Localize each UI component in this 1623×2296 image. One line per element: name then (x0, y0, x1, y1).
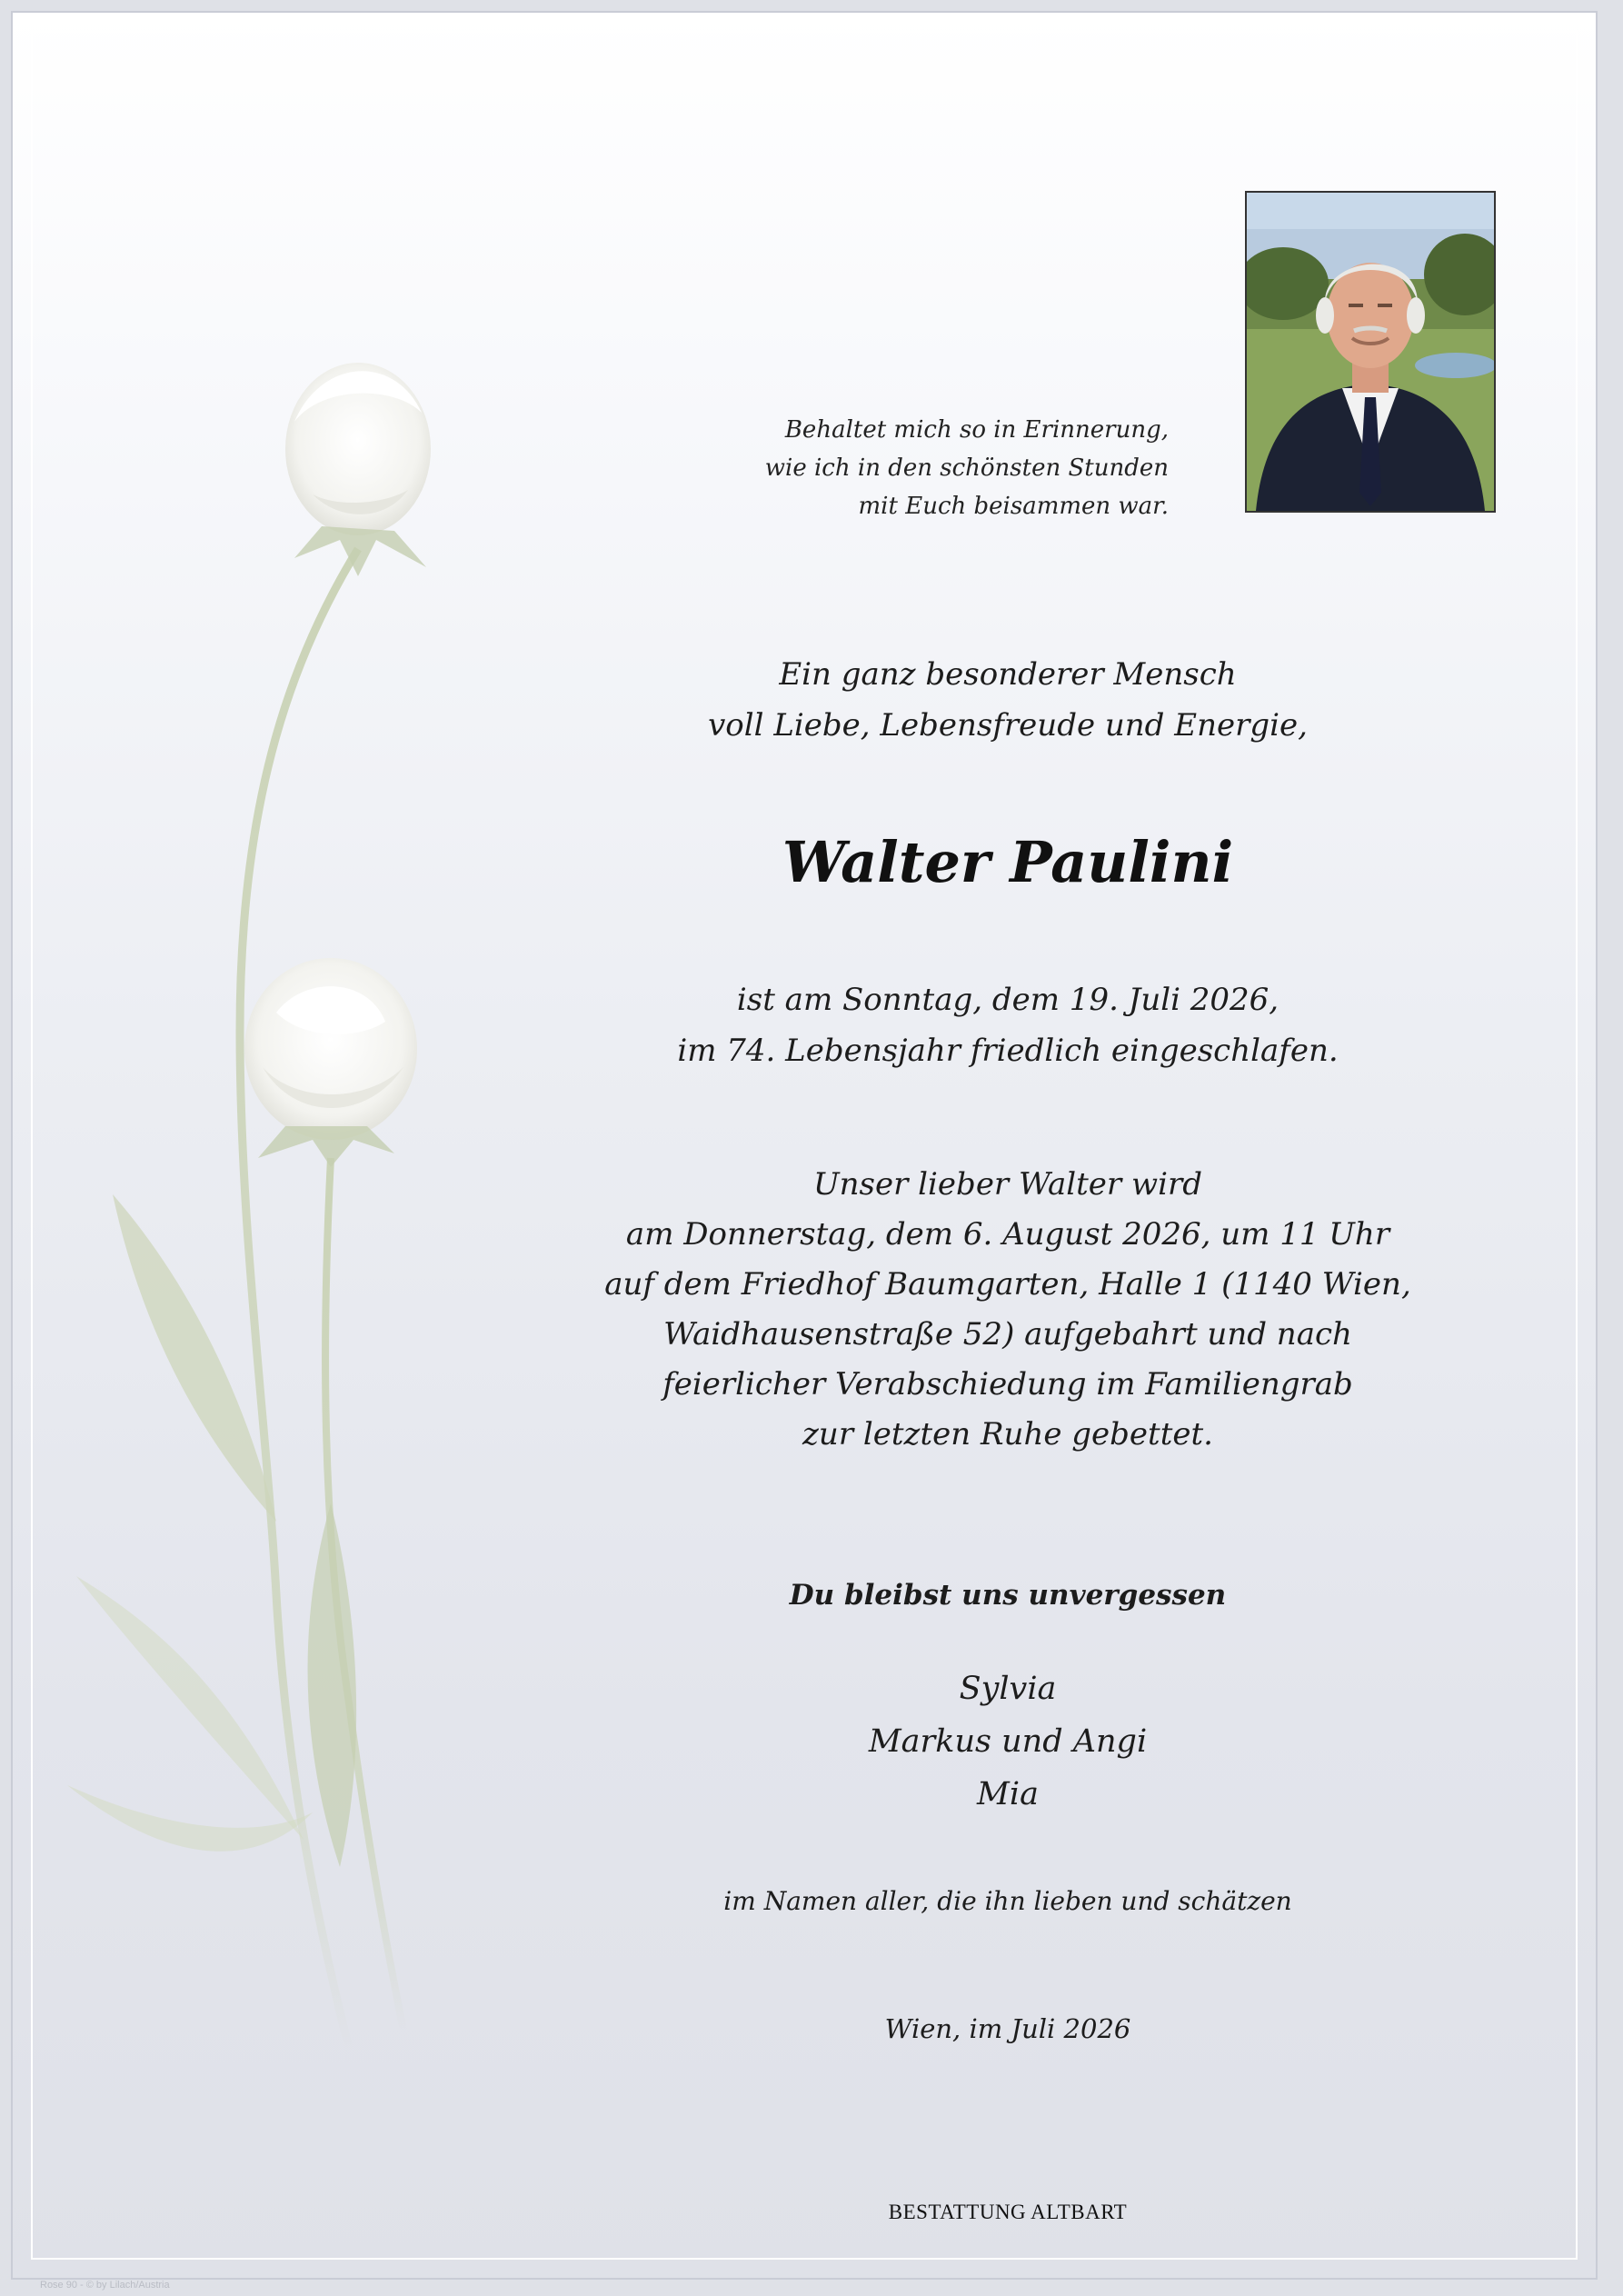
funeral-line: Unser lieber Walter wird (813, 1166, 1202, 1203)
closing-line: im Namen aller, die ihn lieben und schätzen (723, 1886, 1292, 1916)
image-credit: Rose 90 - © by Lilach/Austria (40, 2280, 170, 2291)
death-line: im 74. Lebensjahr friedlich eingeschlafen. (677, 1033, 1339, 1069)
funeral-line: zur letzten Ruhe gebettet. (802, 1416, 1213, 1452)
family-member: Mia (977, 1776, 1039, 1812)
quote-line: wie ich in den schönsten Stunden (764, 454, 1169, 482)
obituary-card (11, 11, 1598, 2291)
funeral-line: auf dem Friedhof Baumgarten, Halle 1 (1140 Wien, (604, 1266, 1411, 1303)
intro-line: voll Liebe, Lebensfreude und Energie, (708, 707, 1308, 744)
quote-line: Behaltet mich so in Erinnerung, (784, 416, 1169, 444)
funeral-line: am Donnerstag, dem 6. August 2026, um 11 Uhr (625, 1216, 1390, 1253)
death-line: ist am Sonntag, dem 19. Juli 2026, (736, 982, 1279, 1018)
funeral-line: feierlicher Verabschiedung im Familiengrab (662, 1366, 1353, 1403)
place-date: Wien, im Juli 2026 (884, 2013, 1131, 2044)
quote-line: mit Euch beisammen war. (858, 493, 1169, 520)
intro-line: Ein ganz besonderer Mensch (779, 656, 1237, 693)
undertaker-name: BESTATTUNG ALTBART (888, 2201, 1128, 2223)
memorial-quote (649, 411, 1169, 525)
intro-text (522, 649, 1494, 751)
death-notice (522, 974, 1494, 1076)
family-member: Sylvia (959, 1671, 1057, 1707)
motto: Du bleibst uns unvergessen (789, 1579, 1227, 1612)
funeral-details (522, 1160, 1494, 1460)
funeral-line: Waidhausenstraße 52) aufgebahrt und nach (663, 1316, 1352, 1353)
family-names (522, 1662, 1494, 1821)
deceased-name: Walter Paulini (782, 829, 1234, 895)
portrait-photo (1245, 191, 1496, 513)
rose-illustration (58, 340, 476, 2067)
family-member: Markus und Angi (868, 1723, 1148, 1760)
